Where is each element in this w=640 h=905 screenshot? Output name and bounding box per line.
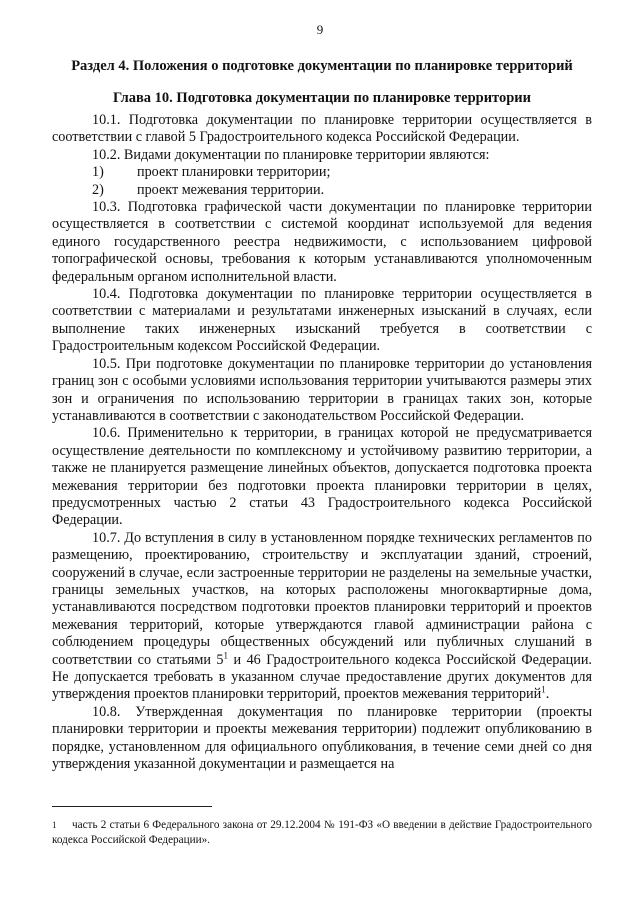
paragraph-10-8: 10.8. Утвержденная документация по планировке территории (проекты планировки территории и проекты межевания территории) подлежит опубликованию в порядке, установленном для официального опубликования, в течение семи дней со дня утверждения указанной документации и размещается на: [52, 703, 592, 773]
section-title: Раздел 4. Положения о подготовке документации по планировке территорий: [71, 58, 573, 74]
paragraph-10-6: 10.6. Применительно к территории, в границах которой не предусматривается осуществление деятельности по комплексному и устойчивому развитию территории, а также не планируется размещение линейных объектов, допускается подготовка проекта межевания территории без подготовки проекта планировки территории в целях, предусмотренных частью 2 статьи 43 Градостроительного кодекса Российской Федерации.: [52, 425, 592, 529]
paragraph-10-3: 10.3. Подготовка графической части документации по планировке территории осуществляется в соответствии с системой координат используемой для ведения единого государственного реестра недвижимости, с использованием цифровой топографической основы, требования к которым устанавливаются уполномоченным федеральным органом исполнительной власти.: [52, 199, 592, 285]
list-item-number: 2): [92, 181, 104, 198]
list-item: [52, 164, 592, 181]
list-item-number: 1): [92, 164, 104, 181]
page-number: 9: [316, 22, 324, 37]
footnote-mark: 1: [52, 820, 57, 830]
footnote-reference[interactable]: 1: [541, 684, 546, 695]
paragraph-10-7-part-a: 10.7. До вступления в силу в установленном порядке технических регламентов по размещению, проектированию, строительству и эксплуатации зданий, строений, сооружений в случае, если застроенные территории не разделены на земельные участки, границы земельных участков, на которых расположены многоквартирные дома, устанавливаются посредством подготовки проектов планировки территорий и проектов межевания территорий, которые утверждаются главой администрации района с соблюдением процедуры общественных обсуждений или публичных слушаний в соответствии со статьями 5: [52, 529, 592, 668]
document-body: [52, 112, 592, 773]
paragraph-10-1: 10.1. Подготовка документации по планировке территории осуществляется в соответствии с главой 5 Градостроительного кодекса Российской Федерации.: [52, 112, 592, 146]
superscript-article-5-1: 1: [223, 649, 228, 660]
paragraph-10-4: 10.4. Подготовка документации по планировке территории осуществляется в соответствии с материалами и результатами инженерных изысканий в случаях, если выполнение таких инженерных изысканий требуется в соответствии с Градостроительным кодексом Российской Федерации.: [52, 286, 592, 355]
paragraph-10-7: [52, 530, 592, 704]
footnote: [52, 818, 592, 848]
chapter-title: Глава 10. Подготовка документации по планировке территории: [112, 90, 532, 106]
list-item-text: проект межевания территории.: [137, 181, 325, 198]
paragraph-10-7-part-b: и 46 Градостроительного кодекса Российской Федерации. Не допускается требовать в указанном случае предоставление других документов для утверждения проектов планировки территорий, проектов межевания территорий: [52, 651, 592, 703]
paragraph-10-2: 10.2. Видами документации по планировке территории являются:: [92, 146, 490, 163]
paragraph-10-7-part-c: .: [545, 686, 550, 703]
footnote-text: часть 2 статьи 6 Федерального закона от 29.12.2004 № 191-ФЗ «О введении в действие Градостроительного кодекса Российской Федерации».: [52, 819, 592, 846]
footnote-divider: [52, 806, 212, 807]
list-item-text: проект планировки территории;: [137, 164, 331, 181]
list-item: [52, 182, 592, 199]
paragraph-10-5: 10.5. При подготовке документации по планировке территории до установления границ зон с особыми условиями использования территории учитываются размеры этих зон и ограничения по использованию территории в границах таких зон, которые устанавливаются в соответствии с законодательством Российской Федерации.: [52, 355, 592, 424]
